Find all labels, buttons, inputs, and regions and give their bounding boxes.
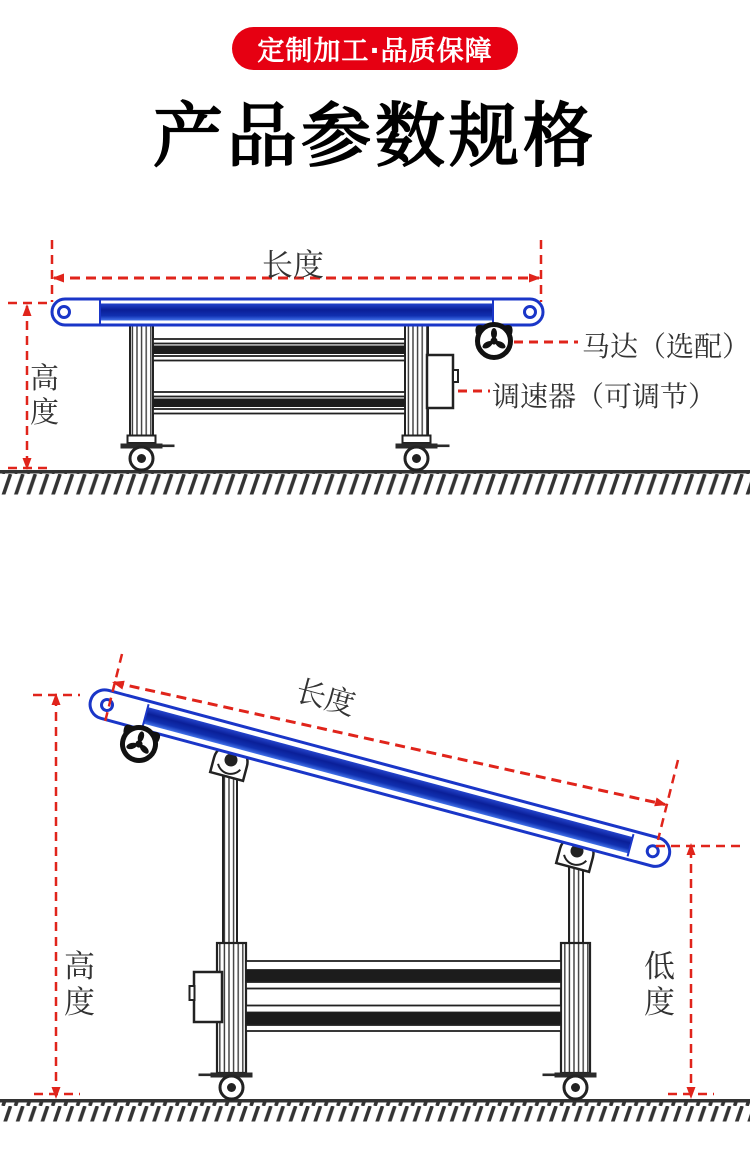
control-box — [190, 972, 223, 1022]
caster-wheel-icon — [121, 436, 175, 471]
speed-controller-box — [427, 355, 458, 408]
cross-beams-flat — [153, 339, 405, 414]
cross-beams-incline — [246, 961, 561, 1031]
caster-wheel-icon — [199, 1073, 253, 1100]
conveyor-leg-right — [405, 325, 428, 436]
caster-wheel-icon — [396, 436, 450, 471]
length-label-flat: 长度 — [262, 248, 324, 284]
page-title: 产品参数规格 — [153, 95, 597, 177]
conveyor-leg-left — [130, 325, 153, 436]
inclined-conveyor-diagram — [0, 600, 750, 1165]
quality-badge-label: 定制加工·品质保障 — [257, 36, 493, 67]
motor-callout-label: 马达（选配） — [582, 330, 750, 363]
caster-wheel-icon — [543, 1073, 597, 1100]
height-label-incline: 高度 — [64, 949, 95, 1021]
support-post-right — [569, 867, 583, 944]
flat-conveyor-diagram — [0, 232, 750, 502]
low-height-label-incline: 低度 — [644, 949, 675, 1021]
controller-callout-label: 调速器（可调节） — [492, 380, 717, 413]
height-label-flat: 高度 — [30, 361, 60, 430]
conveyor-belt-flat — [52, 299, 543, 325]
quality-badge — [232, 27, 518, 70]
ground-incline — [0, 1099, 750, 1122]
post-sleeve-right — [561, 943, 590, 1073]
motor-icon — [475, 325, 512, 358]
conveyor-belt-inclined — [87, 687, 673, 870]
ground-flat — [0, 470, 750, 495]
support-post-left — [223, 776, 237, 944]
length-label-incline: 长度 — [291, 673, 359, 724]
